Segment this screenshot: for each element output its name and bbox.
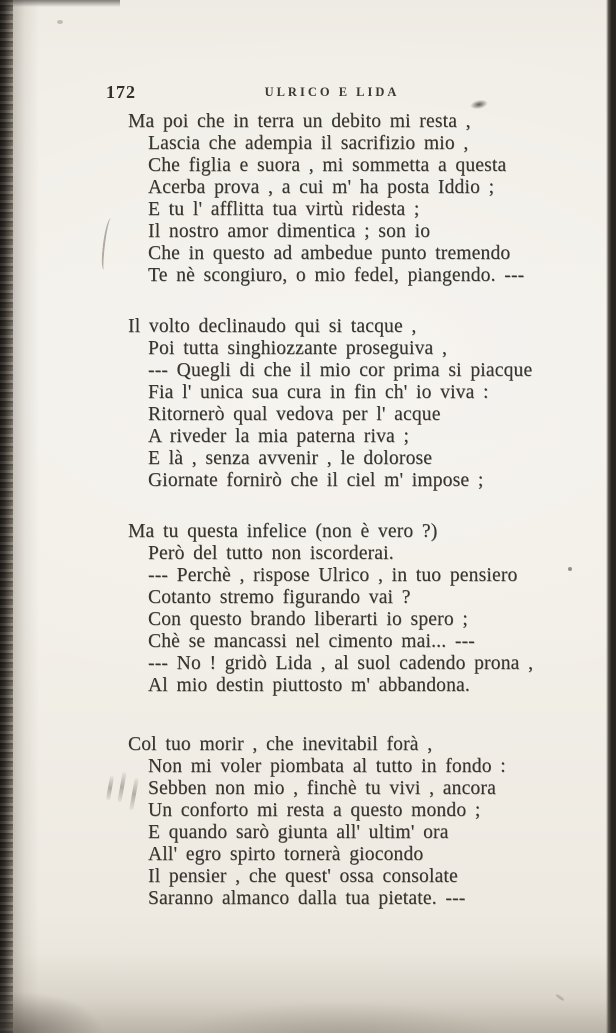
running-header <box>106 82 606 102</box>
poem-line: Ma tu questa infelice (non è vero ?) <box>128 521 438 542</box>
poem-line: Ma poi che in terra un debito mi resta , <box>128 111 471 132</box>
poem-line: Poi tutta singhiozzante proseguiva , <box>148 338 448 359</box>
poem-line: Il volto declinaudo qui si tacque , <box>128 316 417 337</box>
poem-line: Il nostro amor dimentica ; son io <box>148 221 431 242</box>
poem-line: E tu l' afflitta tua virtù ridesta ; <box>148 199 420 220</box>
binding-edge-shadow <box>13 0 39 1033</box>
running-title: ULRICO E LIDA <box>264 85 400 99</box>
poem-line: --- Quegli di che il mio cor prima si piacque <box>148 360 533 381</box>
poem-stanza <box>106 521 606 697</box>
poem-stanza <box>106 111 606 287</box>
poem-line: Giornate fornirò che il ciel m' impose ; <box>148 470 484 491</box>
poem-line: --- Perchè , rispose Ulrico , in tuo pensiero <box>148 565 518 586</box>
poem-line: Lascia che adempia il sacrifizio mio , <box>148 133 469 154</box>
poem-line: Che figlia e suora , mi sommetta a questa <box>148 155 507 176</box>
poem-line: Che in questo ad ambedue punto tremendo <box>148 243 511 264</box>
poem-line: All' egro spirto tornerà giocondo <box>148 844 424 865</box>
poem-line: --- No ! gridò Lida , al suol cadendo prona , <box>148 653 534 674</box>
page-bottom-shading <box>0 953 616 1033</box>
poem-line: Te nè scongiuro, o mio fedel, piangendo. --- <box>148 265 525 286</box>
poem-line: Col tuo morir , che inevitabil forà , <box>128 734 433 755</box>
page-edge-top-shadow <box>0 0 120 7</box>
poem-line: Saranno almanco dalla tua pietate. --- <box>148 888 466 909</box>
poem-line: Al mio destin piuttosto m' abbandona. <box>148 675 470 696</box>
page-edge-right <box>606 0 616 1033</box>
poem-stanza <box>106 734 606 910</box>
poem-line: Sebben non mio , finchè tu vivi , ancora <box>148 778 496 799</box>
poem-line: Con questo brando liberarti io spero ; <box>148 609 468 630</box>
poem-line: Cotanto stremo figurando vai ? <box>148 587 411 608</box>
poem-line: A riveder la mia paterna riva ; <box>148 426 410 447</box>
poem-line: Però del tutto non iscorderai. <box>148 543 394 564</box>
poem-line: E là , senza avvenir , le dolorose <box>148 448 433 469</box>
poem-stanza <box>106 316 606 492</box>
poem-line: E quando sarò giunta all' ultim' ora <box>148 822 449 843</box>
poem-line: Chè se mancassi nel cimento mai... --- <box>148 631 475 652</box>
paper-speck <box>57 20 63 24</box>
poem-line: Ritornerò qual vedova per l' acque <box>148 404 441 425</box>
poem-line: Il pensier , che quest' ossa consolate <box>148 866 458 887</box>
poem-line: Fia l' unica sua cura in fin ch' io viva : <box>148 382 489 403</box>
poem-line: Non mi voler piombata al tutto in fondo : <box>148 756 506 777</box>
printed-text-block <box>106 82 606 910</box>
poem <box>106 111 606 910</box>
poem-line: Un conforto mi resta a questo mondo ; <box>148 800 481 821</box>
poem-line: Acerba prova , a cui m' ha posta Iddio ; <box>148 177 495 198</box>
binding-edge-left <box>0 0 13 1033</box>
page-number: 172 <box>106 82 136 102</box>
